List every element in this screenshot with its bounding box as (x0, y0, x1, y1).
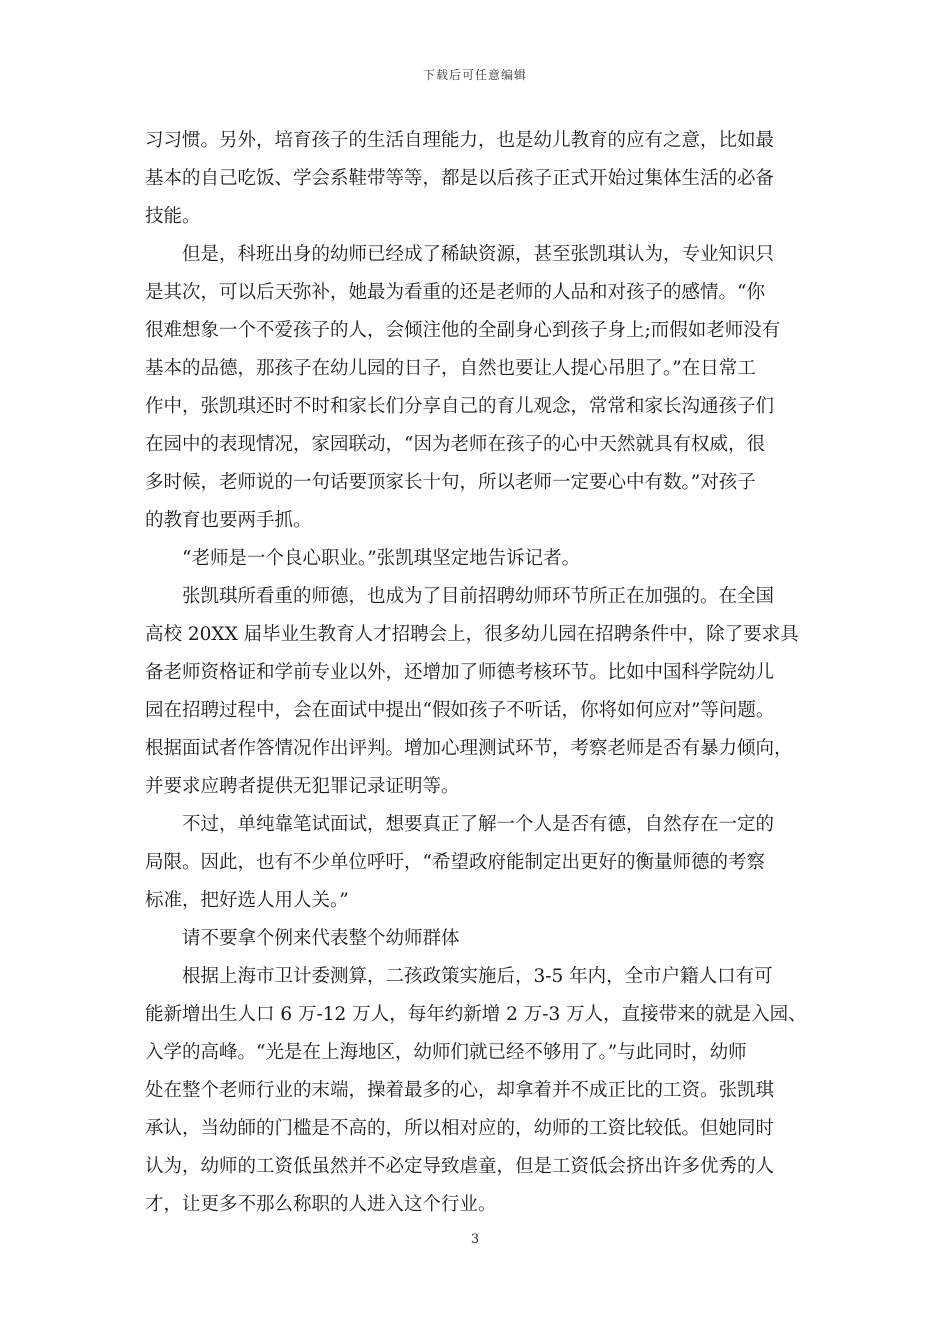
page-number: 3 (470, 1232, 480, 1247)
text-line: 园在招聘过程中，会在面试中提出“假如孩子不听话，你将如何应对”等问题。 (145, 700, 775, 721)
text-line: 技能。 (145, 206, 201, 227)
text-line: 根据上海市卫计委测算，二孩政策实施后，3-5 年内，全市户籍人口有可 (145, 966, 773, 987)
text-line: 处在整个老师行业的末端，操着最多的心，却拿着并不成正比的工资。张凯琪 (145, 1080, 775, 1101)
text-line: 请不要拿个例来代表整个幼师群体 (145, 928, 460, 949)
text-line: 备老师资格证和学前专业以外，还增加了师德考核环节。比如中国科学院幼儿 (145, 662, 775, 683)
text-line: 张凯琪所看重的师德，也成为了目前招聘幼师环节所正在加强的。在全国 (145, 586, 775, 607)
text-line: 很难想象一个不爱孩子的人，会倾注他的全副身心到孩子身上;而假如老师没有 (145, 320, 781, 341)
text-line: 是其次，可以后天弥补，她最为看重的还是老师的人品和对孩子的感情。“你 (145, 282, 765, 303)
text-line: 在园中的表现情况，家园联动，“因为老师在孩子的心中天然就具有权威，很 (145, 434, 765, 455)
text-line: 承认，当幼師的门槛是不高的，所以相对应的，幼师的工资比较低。但她同时 (145, 1118, 775, 1139)
text-line: 局限。因此，也有不少单位呼吁，“希望政府能制定出更好的衡量师德的考察 (145, 852, 765, 873)
text-line: 认为，幼师的工资低虽然并不必定导致虐童，但是工资低会挤出许多优秀的人 (145, 1156, 775, 1177)
text-line: 基本的品德，那孩子在幼儿园的日子，自然也要让人提心吊胆了。”在日常工 (145, 358, 756, 379)
text-line: 多时候，老师说的一句话要顶家长十句，所以老师一定要心中有数。”对孩子 (145, 472, 756, 493)
document-body (145, 122, 825, 1224)
text-line: 但是，科班出身的幼师已经成了稀缺资源，甚至张凯琪认为，专业知识只 (145, 244, 775, 265)
text-line: 基本的自己吃饭、学会系鞋带等等，都是以后孩子正式开始过集体生活的必备 (145, 168, 775, 189)
text-line: 标准，把好选人用人关。” (145, 890, 349, 911)
text-line: 的教育也要两手抓。 (145, 510, 312, 531)
page-header: 下载后可任意编辑 (422, 68, 527, 82)
text-line: 不过，单纯靠笔试面试，想要真正了解一个人是否有德，自然存在一定的 (145, 814, 775, 835)
text-line: 并要求应聘者提供无犯罪记录证明等。 (145, 776, 460, 797)
text-line: 习习惯。另外，培育孩子的生活自理能力，也是幼儿教育的应有之意，比如最 (145, 130, 775, 151)
text-line: 入学的高峰。“光是在上海地区，幼师们就已经不够用了。”与此同时，幼师 (145, 1042, 747, 1063)
text-line: 作中，张凯琪还时不时和家长们分享自己的育儿观念，常常和家长沟通孩子们 (145, 396, 775, 417)
text-line: 才，让更多不那么称职的人进入这个行业。 (145, 1194, 497, 1215)
text-line: “老师是一个良心职业。”张凯琪坚定地告诉记者。 (145, 548, 581, 569)
text-line: 能新增出生人口 6 万-12 万人，每年约新增 2 万-3 万人，直接带来的就是入园、 (145, 1004, 807, 1025)
text-line: 高校 20XX 届毕业生教育人才招聘会上，很多幼儿园在招聘条件中，除了要求具 (145, 624, 799, 645)
text-line: 根据面试者作答情况作出评判。增加心理测试环节，考察老师是否有暴力倾向， (145, 738, 793, 759)
